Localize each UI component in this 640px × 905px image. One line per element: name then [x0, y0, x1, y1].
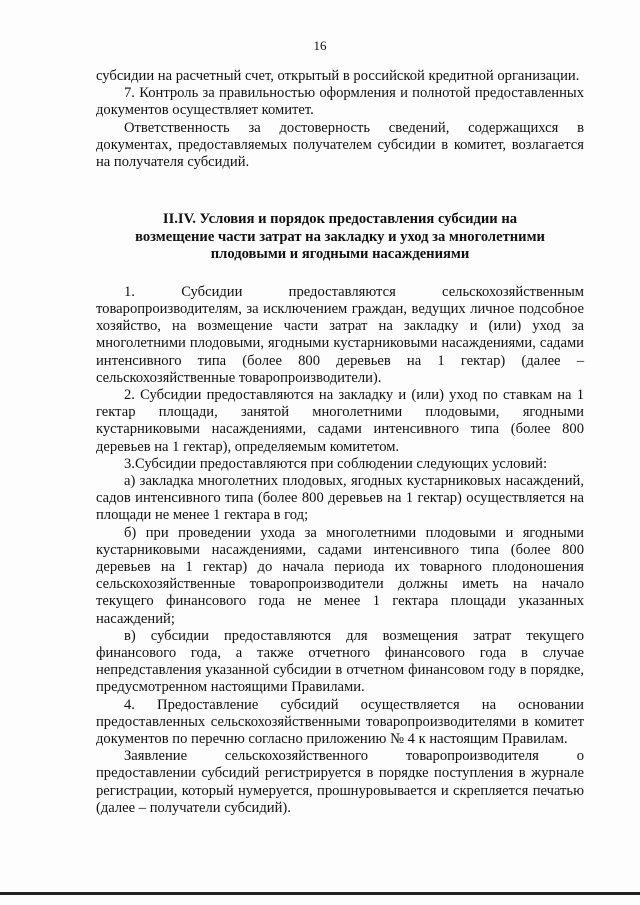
document-body — [96, 68, 584, 817]
section-heading-line: возмещение части затрат на закладку и уход за многолетними — [135, 228, 545, 245]
paragraph-item-1: 1. Субсидии предоставляются сельскохозяйственным товаропроизводителям, за исключением граждан, ведущих личное подсобное хозяйство, на возмещение части затрат на закладку и (или) уход за многолетними плодовыми, ягодными кустарниковыми насаждениями, садами интенсивного типа (более 800 деревьев на 1 гектар) (далее – сельскохозяйственные товаропроизводители). — [96, 283, 584, 386]
paragraph-application: Заявление сельскохозяйственного товаропроизводителя о предоставлении субсидий регистрируется в порядке поступления в журнале регистрации, который нумеруется, прошнуровывается и скрепляется печатью (далее – получатели субсидий). — [96, 748, 584, 816]
scan-bottom-edge — [0, 892, 640, 895]
paragraph-item-7: 7. Контроль за правильностью оформления и полнотой предоставленных документов осуществляет комитет. — [96, 85, 584, 119]
section-heading-line: плодовыми и ягодными насаждениями — [210, 246, 470, 263]
paragraph-responsibility: Ответственность за достоверность сведений, содержащихся в документах, предоставляемых получателем субсидии в комитет, возлагается на получателя субсидий. — [96, 119, 584, 171]
section-heading — [96, 211, 584, 264]
section-heading-line: II.IV. Условия и порядок предоставления субсидии на — [162, 211, 518, 228]
paragraph-item-3: 3.Субсидии предоставляются при соблюдении следующих условий: — [124, 455, 548, 472]
paragraph-item-4: 4. Предоставление субсидий осуществляется на основании предоставленных сельскохозяйственными товаропроизводителями в комитет документов по перечню согласно приложению № 4 к настоящим Правилам. — [96, 696, 584, 747]
paragraph-subitem-a: а) закладка многолетних плодовых, ягодных кустарниковых насаждений, садов интенсивного типа (более 800 деревьев на 1 гектар) осуществляется на площади не менее 1 гектара в год; — [96, 472, 584, 524]
section-spacer — [96, 171, 584, 211]
paragraph-item-2: 2. Субсидии предоставляются на закладку и (или) уход по ставкам на 1 гектар площади, занятой многолетними плодовыми, ягодными кустарниковыми насаждениями, садами интенсивного типа (более 800 деревьев на 1 гектар), определяемым комитетом. — [96, 386, 584, 455]
paragraph-continuation: субсидии на расчетный счет, открытый в российской кредитной организации. — [96, 68, 580, 84]
paragraph-subitem-b: б) при проведении ухода за многолетними плодовыми и ягодными кустарниковыми насаждениями, садами интенсивного типа (более 800 деревьев на 1 гектар) до начала периода их товарного плодоношения сельскохозяйственные товаропроизводители должны иметь на начало текущего финансового года не менее 1 гектара площади указанных насаждений; — [96, 524, 584, 627]
paragraph-subitem-v: в) субсидии предоставляются для возмещения затрат текущего финансового года, а также отчетного финансового года в случае непредставления указанной субсидии в отчетном финансовом году в порядке, предусмотренном настоящими Правилами. — [96, 627, 584, 696]
page-number: 16 — [313, 38, 327, 53]
